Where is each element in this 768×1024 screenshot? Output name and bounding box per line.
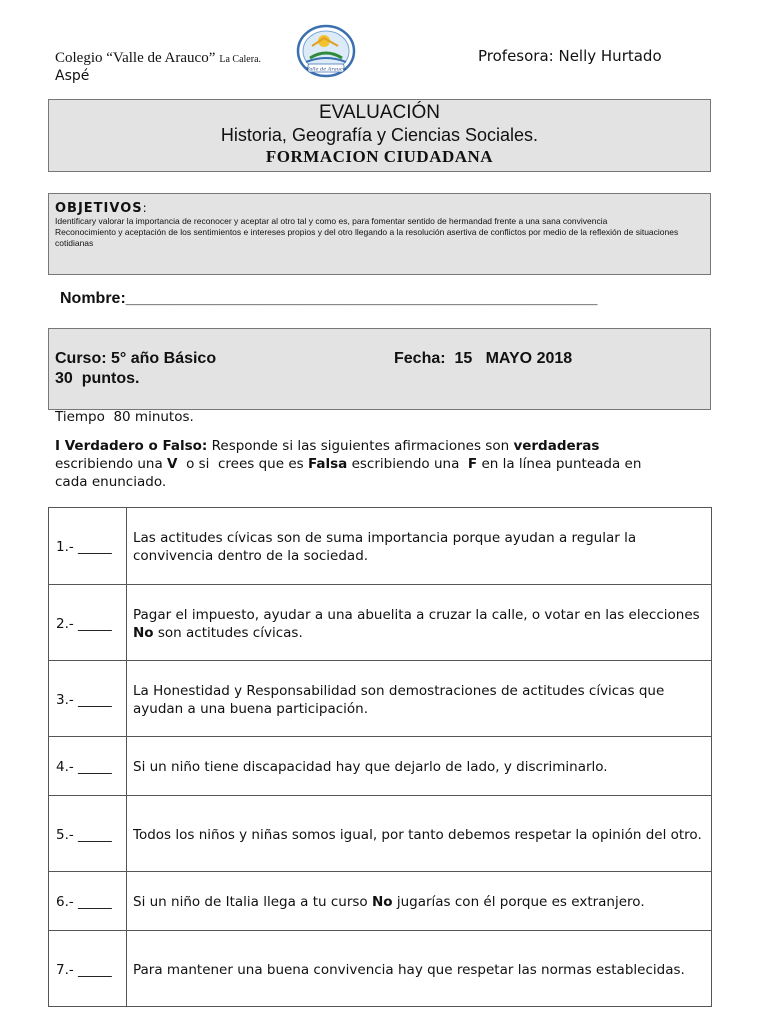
question-text: La Honestidad y Responsabilidad son demostraciones de actitudes cívicas que ayudan a una buena participación. <box>127 661 712 737</box>
objectives-heading: OBJETIVOS <box>55 201 143 216</box>
title-box <box>48 99 711 172</box>
time-label: Tiempo 80 minutos. <box>55 409 194 425</box>
instructions: I Verdadero o Falso: Responde si las siguientes afirmaciones son verdaderas escribiendo una V o si crees que es Falsa escribiendo una F en la línea punteada en cada enunciado. <box>55 438 642 490</box>
course-box <box>48 328 711 410</box>
answer-blank[interactable]: 1.- _____ <box>49 508 127 585</box>
question-row <box>49 931 712 1007</box>
answer-blank[interactable]: 7.- _____ <box>49 931 127 1007</box>
question-row <box>49 661 712 737</box>
question-row <box>49 737 712 796</box>
date-label: Fecha: 15 MAYO 2018 <box>394 350 573 367</box>
answer-blank[interactable]: 4.- _____ <box>49 737 127 796</box>
teacher-surname: Aspé <box>55 68 90 84</box>
evaluation-title: EVALUACIÓN <box>318 102 441 123</box>
objective-1: Identificary valorar la importancia de reconocer y aceptar al otro tal y como es, para fomentar sentido de hermandad frente a una sana convivencia <box>55 216 608 226</box>
objectives-box: OBJETIVOS: Identificary valorar la importancia de reconocer y aceptar al otro tal y como es, para fomentar sentido de hermandad frente a una sana convivencia Reconocimiento y aceptación de los sentimientos e intereses propios y del otro llegando a la resolución asertiva de conflictos por medio de la reflexión de situaciones cotidianas <box>48 193 711 275</box>
school-name: Colegio “Valle de Arauco” La Calera. <box>55 50 262 66</box>
question-text: Las actitudes cívicas son de suma importancia porque ayudan a regular la convivencia dentro de la sociedad. <box>127 508 712 585</box>
answer-blank[interactable]: 2.- _____ <box>49 585 127 661</box>
question-text: Para mantener una buena convivencia hay que respetar las normas establecidas. <box>127 931 712 1007</box>
logo-text: Valle de Arauco <box>306 66 346 73</box>
question-text: Pagar el impuesto, ayudar a una abuelita a cruzar la calle, o votar en las elecciones No son actitudes cívicas. <box>127 585 712 661</box>
question-row <box>49 585 712 661</box>
question-text: Si un niño de Italia llega a tu curso No jugarías con él porque es extranjero. <box>127 872 712 931</box>
question-row <box>49 872 712 931</box>
answer-blank[interactable]: 6.- _____ <box>49 872 127 931</box>
answer-blank[interactable]: 3.- _____ <box>49 661 127 737</box>
name-field[interactable]: Nombre:_____________________________________________________ <box>60 290 598 307</box>
question-row <box>49 796 712 872</box>
school-logo <box>296 24 356 80</box>
objective-2: Reconocimiento y aceptación de los sentimientos e intereses propios y del otro llegando a la resolución asertiva de conflictos por medio de la reflexión de situaciones cotidianas <box>55 227 679 248</box>
question-text: Si un niño tiene discapacidad hay que dejarlo de lado, y discriminarlo. <box>127 737 712 796</box>
unit-title: FORMACION CIUDADANA <box>265 147 494 166</box>
question-row <box>49 508 712 585</box>
course-label: Curso: 5° año Básico <box>55 350 217 367</box>
answer-blank[interactable]: 5.- _____ <box>49 796 127 872</box>
points-label: 30 puntos. <box>55 370 140 387</box>
school-location: La Calera. <box>219 54 262 65</box>
teacher-name: Profesora: Nelly Hurtado <box>478 47 662 65</box>
subject-title: Historia, Geografía y Ciencias Sociales. <box>220 125 539 145</box>
questions-table <box>48 507 712 1007</box>
question-text: Todos los niños y niñas somos igual, por tanto debemos respetar la opinión del otro. <box>127 796 712 872</box>
